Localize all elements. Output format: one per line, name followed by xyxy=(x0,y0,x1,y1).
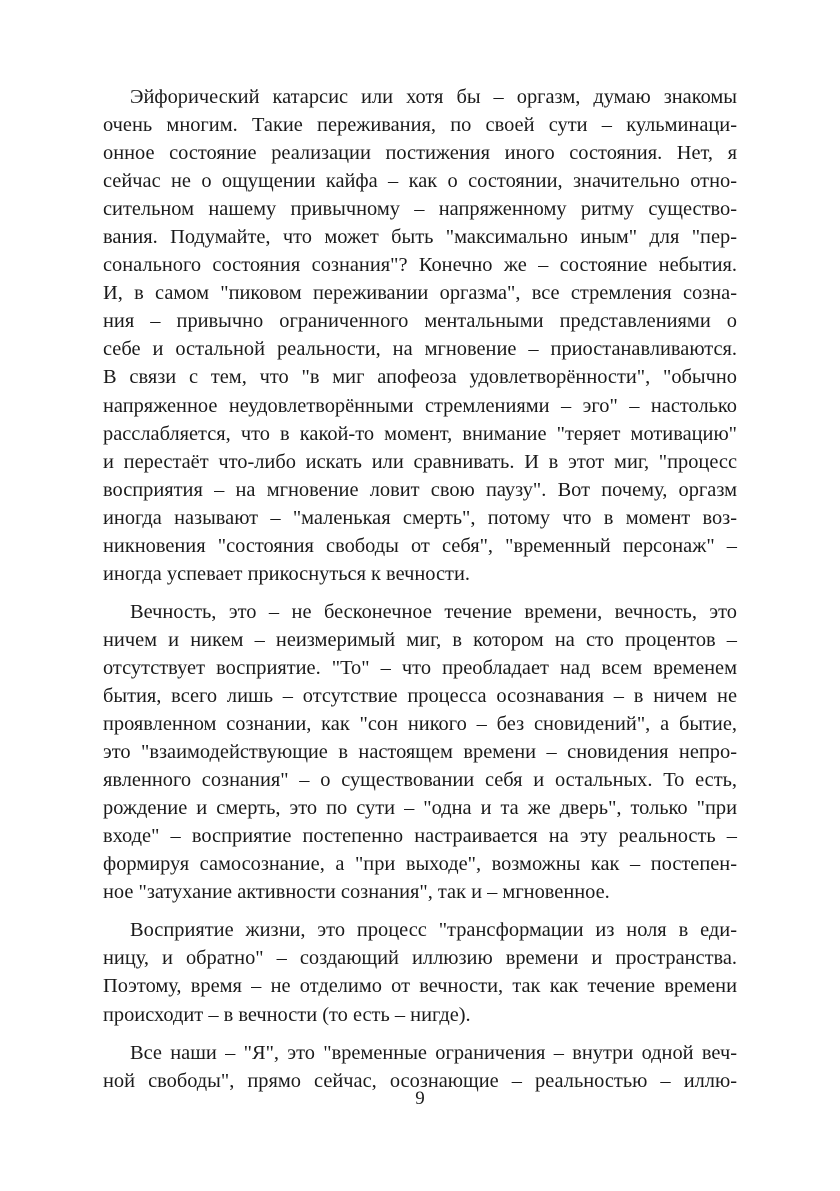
text-line: ничем и никем – неизмеримый миг, в котором на сто процентов – xyxy=(103,628,737,651)
text-line: себе и остальной реальности, на мгновение – приостанавливаются. xyxy=(103,338,737,361)
text-line: онное состояние реализации постижения иного состояния. Нет, я xyxy=(103,142,737,165)
text-line: никновения "состояния свободы от себя", "временный персонаж" – xyxy=(103,534,737,557)
text-line: рождение и смерть, это по сути – "одна и та же дверь", только "при xyxy=(103,797,737,820)
text-line: вания. Подумайте, что может быть "максимально иным" для "пер- xyxy=(103,226,737,249)
text-line: напряженное неудовлетворёнными стремлениями – эго" – настолько xyxy=(103,394,737,417)
text-line: сонального состояния сознания"? Конечно же – состояние небытия. xyxy=(103,254,737,277)
text-line: ния – привычно ограниченного ментальными представлениями о xyxy=(103,310,737,333)
text-line: формируя самосознание, а "при выходе", возможны как – постепен- xyxy=(103,853,737,876)
text-line: происходит – в вечности (то есть – нигде). xyxy=(103,1003,471,1026)
text-line: иногда называют – "маленькая смерть", потому что в момент воз- xyxy=(103,506,737,529)
text-line: Эйфорический катарсис или хотя бы – оргазм, думаю знакомы xyxy=(130,86,737,108)
paragraph-3 xyxy=(103,916,737,1028)
text-line: сительном нашему привычному – напряженному ритму существо- xyxy=(103,198,737,221)
paragraph-2 xyxy=(103,598,737,907)
text-line: Все наши – "Я", это "временные ограничения – внутри одной веч- xyxy=(130,1041,737,1064)
text-line: иногда успевает прикоснуться к вечности. xyxy=(103,562,470,585)
text-line: И, в самом "пиковом переживании оргазма", все стремления созна- xyxy=(103,282,737,305)
page-number: 9 xyxy=(415,1088,425,1109)
text-line: Поэтому, время – не отделимо от вечности, так как течение времени xyxy=(103,975,737,998)
text-line: Восприятие жизни, это процесс "трансформации из ноля в еди- xyxy=(130,919,737,942)
text-line: расслабляется, что в какой-то момент, внимание "теряет мотивацию" xyxy=(103,422,737,445)
paragraph-4 xyxy=(103,1039,737,1095)
text-line: бытия, всего лишь – отсутствие процесса осознавания – в ничем не xyxy=(103,684,737,707)
text-line: и перестаёт что-либо искать или сравнивать. И в этот миг, "процесс xyxy=(103,450,737,473)
text-line: ной свободы", прямо сейчас, осознающие – реальностью – иллю- xyxy=(103,1069,737,1092)
paragraph-1 xyxy=(103,83,737,588)
text-line: восприятия – на мгновение ловит свою паузу". Вот почему, оргазм xyxy=(103,478,737,501)
text-line: очень многим. Такие переживания, по своей сути – кульминаци- xyxy=(103,114,737,137)
text-line: ное "затухание активности сознания", так и – мгновенное. xyxy=(103,881,610,904)
text-line: отсутствует восприятие. "То" – что преобладает над всем временем xyxy=(103,656,737,679)
text-line: это "взаимодействующие в настоящем времени – сновидения непро- xyxy=(103,741,737,764)
text-line: проявленном сознании, как "сон никого – без сновидений", а бытие, xyxy=(103,713,737,736)
page-body xyxy=(103,83,737,1105)
text-line: явленного сознания" – о существовании себя и остальных. То есть, xyxy=(103,769,737,792)
text-line: сейчас не о ощущении кайфа – как о состоянии, значительно отно- xyxy=(103,170,737,193)
text-line: Вечность, это – не бесконечное течение времени, вечность, это xyxy=(130,600,737,623)
text-line: В связи с тем, что "в миг апофеоза удовлетворённости", "обычно xyxy=(103,366,737,389)
text-line: ницу, и обратно" – создающий иллюзию времени и пространства. xyxy=(103,947,737,970)
text-line: входе" – восприятие постепенно настраивается на эту реальность – xyxy=(103,825,737,848)
